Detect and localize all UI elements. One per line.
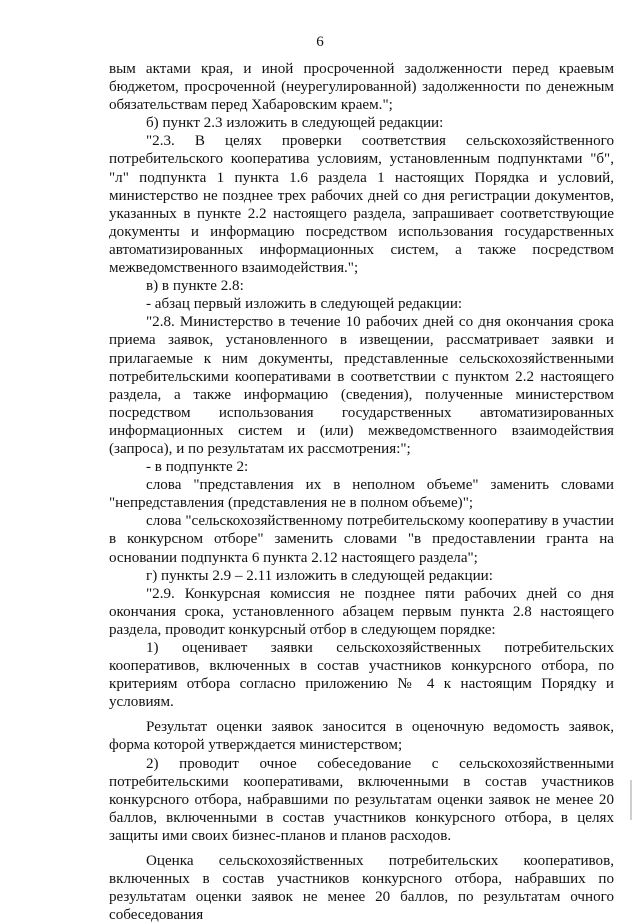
paragraph-first-abzac: - абзац первый изложить в следующей редакции: [146,296,463,313]
page-number: 6 [316,34,324,50]
paragraph-step-2: 2) проводит очное собеседование с сельскохозяйственными потребительскими кооперативами, включенными в состав участников конкурсного отбора, набравшими по результатам оценки заявок не менее 20 баллов, включенными в состав участников конкурсного отбора, в целях защиты ими своих бизнес-планов и планов расходов. [109,755,614,844]
paragraph-subpoint-2: - в подпункте 2: [146,459,249,476]
paragraph-step-1: 1) оценивает заявки сельскохозяйственных потребительских кооперативов, включенных в состав участников конкурсного отбора, по критериям отбора согласно приложению № 4 к настоящим Порядку и условиям. [109,640,614,711]
paragraph-evaluation-interview: Оценка сельскохозяйственных потребительских кооперативов, включенных в состав участников конкурсного отбора, набравших по результатам оценки заявок не менее 20 баллов, по результатам очного собеседования [109,853,614,924]
paragraph-clause-2-9: "2.9. Конкурсная комиссия не позднее пяти рабочих дней со дня окончания срока, установленного абзацем первым пункта 2.8 настоящего раздела, проводит конкурсный отбор в следующем порядке: [109,585,614,638]
paragraph-continuation: вым актами края, и иной просроченной задолженности перед краевым бюджетом, просроченной (неурегулированной) задолженности по денежным обязательствам перед Хабаровским краем."; [109,61,614,114]
margin-scan-mark [630,780,632,820]
paragraph-item-v: в) в пункте 2.8: [146,278,244,295]
paragraph-item-b: б) пункт 2.3 изложить в следующей редакции: [146,115,444,132]
paragraph-clause-2-3: "2.3. В целях проверки соответствия сельскохозяйственного потребительского кооператива условиям, установленным подпунктами "б", "л" подпункта 1 пункта 1.6 раздела 1 настоящих Порядка и условий, министерство не позднее трех рабочих дней со дня регистрации документов, указанных в пункте 2.2 настоящего раздела, запрашивает соответствующие документы и информацию посредством использования государственных автоматизированных информационных систем, а также посредством межведомственного взаимодействия."; [109,133,614,277]
paragraph-evaluation-result: Результат оценки заявок заносится в оценочную ведомость заявок, форма которой утверждается министерством; [109,719,614,754]
paragraph-replace-words-1: слова "представления их в неполном объеме" заменить словами "непредставления (представления не в полном объеме)"; [109,477,614,512]
paragraph-replace-words-2: слова "сельскохозяйственному потребительскому кооперативу в участии в конкурсном отборе" заменить словами "в предоставлении гранта на основании подпункта 6 пункта 2.12 настоящего раздела"; [109,513,614,566]
paragraph-item-g: г) пункты 2.9 – 2.11 изложить в следующей редакции: [146,567,493,584]
paragraph-clause-2-8: "2.8. Министерство в течение 10 рабочих дней со дня окончания срока приема заявок, установленного в извещении, рассматривает заявки и прилагаемые к ним документы, представленные сельскохозяйственными потребительскими кооперативами в соответствии с пунктом 2.2 настоящего раздела, а также информацию (сведения), полученные министерством посредством использования государственных автоматизированных информационных систем и (или) межведомственного взаимодействия (запроса), и по результатам их рассмотрения:"; [109,314,614,457]
document-body [109,60,614,924]
